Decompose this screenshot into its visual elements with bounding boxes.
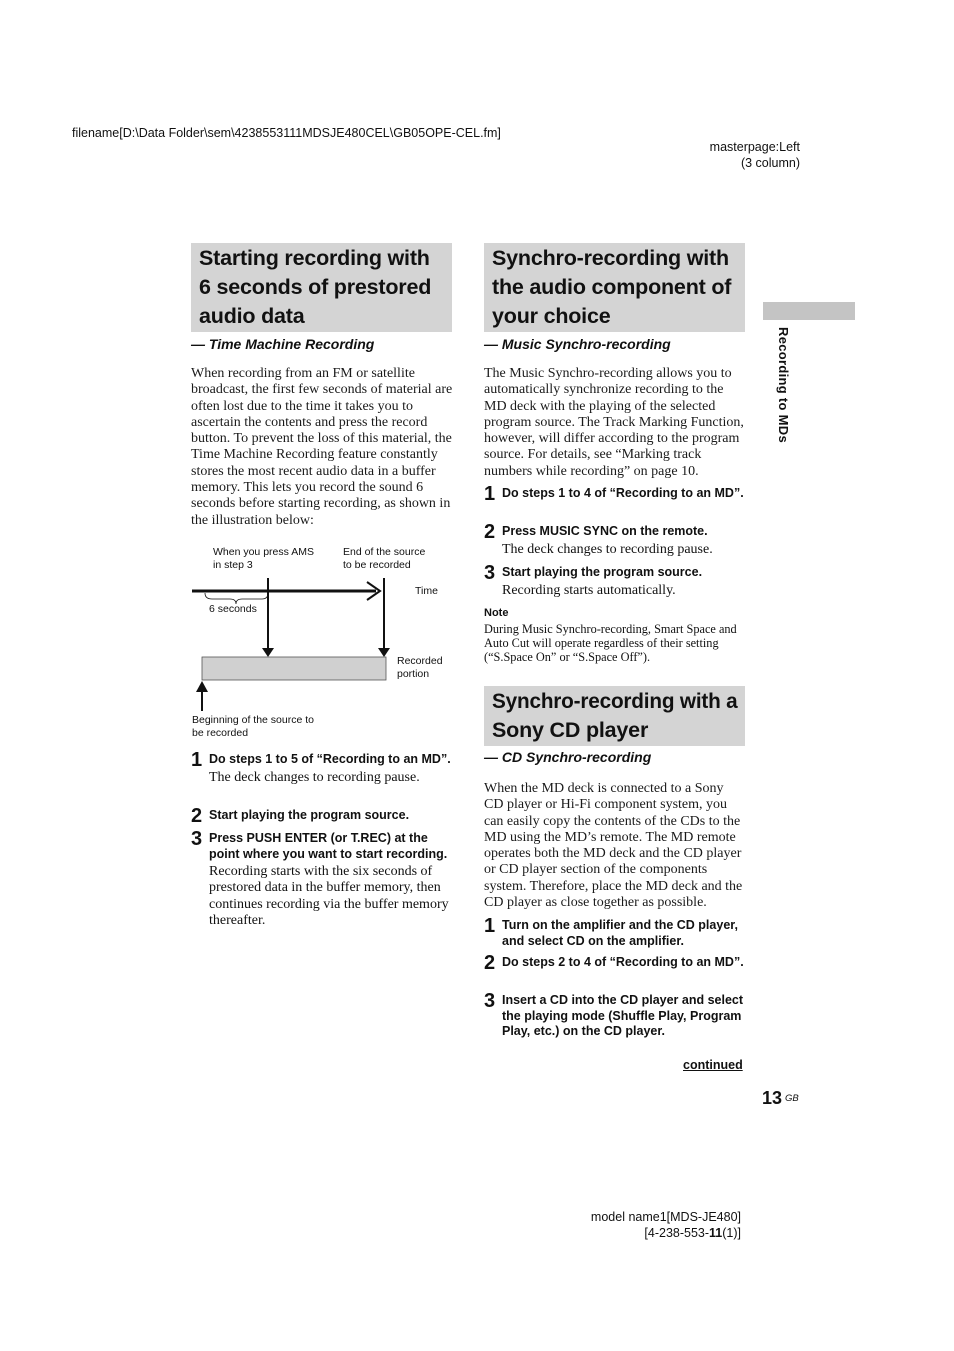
time-machine-diagram [190,540,460,740]
heading-line: your choice [492,304,611,328]
step-number: 2 [191,805,203,827]
step-number: 2 [484,521,496,543]
step-result: The deck changes to recording pause. [502,541,713,557]
masterpage-line-2: (3 column) [740,156,800,170]
label-ams-line2: in step 3 [213,559,253,571]
model-name: model name1[MDS-JE480] [590,1210,741,1224]
label-ams-line1: When you press AMS [213,546,314,558]
label-end-line1: End of the source [343,546,426,558]
step-item [191,749,455,786]
intro-paragraph-cd-synchro: When the MD deck is connected to a Sony CD player or Hi-Fi component system, you can easily copy the contents of the CDs to the MD using the MD’s remote. The MD remote operates both the MD deck and the CD player or CD player section of the components system. Therefore, place the MD deck and the CD player as close together as possible. [484,781,743,911]
model-code-part: 11 [709,1226,723,1240]
page-number-suffix: GB [785,1093,799,1104]
model-code [560,1225,741,1241]
step-instruction: Insert a CD into the CD player and select the playing mode (Shuffle Play, Program Play, etc.) on the CD player. [502,993,744,1038]
step-item [484,483,746,505]
step-instruction: Start playing the program source. [502,565,703,579]
intro-paragraph-music-synchro: The Music Synchro-recording allows you to automatically synchronize recording to the MD deck with the playing of the selected program source. The Track Marking Function, however, will differ according to the program source. For details, see “Marking track numbers while recording” on page 10. [484,366,744,479]
step-item [191,805,455,827]
recorded-portion-bar [202,657,386,680]
step-instruction: Do steps 1 to 5 of “Recording to an MD”. [209,752,451,766]
section-subtitle-time-machine: — Time Machine Recording [191,336,375,352]
ams-marker-arrowhead [262,648,274,657]
step-instruction: Press MUSIC SYNC on the remote. [502,524,708,538]
side-tab-label: Recording to MDs [776,327,791,444]
step-instruction: Do steps 2 to 4 of “Recording to an MD”. [502,955,744,969]
heading-line: Starting recording with [199,246,430,270]
step-item [484,562,746,599]
header-filename: filename[D:\Data Folder\sem\4238553111MDSJE480CEL\GB05OPE-CEL.fm] [72,126,501,140]
section-heading-time-machine [191,243,452,332]
label-begin-line2: be recorded [192,727,249,739]
heading-line: Sony CD player [492,718,649,742]
model-code-part: (1)] [722,1226,741,1240]
step-number: 3 [191,828,203,850]
step-number: 3 [484,562,496,584]
page-number: 13 [762,1088,783,1108]
section-heading-music-synchro [484,243,745,332]
label-time: Time [415,585,438,597]
intro-paragraph-time-machine: When recording from an FM or satellite broadcast, the first few seconds of material are often lost due to the time it takes you to ascertain the contents and press the record button. To prevent the loss of this material, the Time Machine Recording feature constantly stores the most recent audio data in a buffer memory. This lets you record the sound 6 seconds before starting recording, as shown in the illustration below: [191,366,453,528]
step-item [484,915,746,949]
section-heading-cd-synchro [484,686,745,746]
section-subtitle-music-synchro: — Music Synchro-recording [484,336,671,352]
end-marker-arrowhead [378,648,390,657]
step-item [484,990,746,1040]
step-instruction: Turn on the amplifier and the CD player, and select CD on the amplifier. [502,918,738,948]
label-six-seconds: 6 seconds [209,603,257,615]
step-item [484,952,746,974]
label-recorded-line1: Recorded [397,655,443,667]
label-begin-line1: Beginning of the source to [192,714,315,726]
step-instruction: Press PUSH ENTER (or T.REC) at the point where you want to start recording. [209,831,448,861]
step-number: 1 [484,483,496,505]
footer-model [560,1209,741,1241]
heading-line: 6 seconds of prestored [199,275,432,299]
step-result: The deck changes to recording pause. [209,769,420,785]
label-end-line2: to be recorded [343,559,411,571]
heading-line: audio data [199,304,305,328]
masterpage-line-1: masterpage:Left [709,140,800,154]
continued-label: continued [683,1058,743,1072]
step-result: Recording starts automatically. [502,582,676,598]
step-result: Recording starts with the six seconds of prestored data in the buffer memory, then continues recording via the buffer memory thereafter. [209,864,449,928]
step-number: 3 [484,990,496,1012]
side-tab-marker [763,302,855,320]
begin-marker-arrowhead [196,681,208,692]
heading-line: Synchro-recording with [492,246,729,270]
step-number: 2 [484,952,496,974]
step-number: 1 [191,749,203,771]
label-recorded-line2: portion [397,668,430,680]
step-item [191,828,455,929]
step-item [484,521,746,558]
step-number: 1 [484,915,496,937]
note-body: During Music Synchro-recording, Smart Space and Auto Cut will operate regardless of their setting (“S.Space On” or “S.Space Off”). [484,622,737,665]
note-title: Note [484,607,509,619]
model-code-part: [4-238-553- [644,1226,710,1240]
section-subtitle-cd-synchro: — CD Synchro-recording [484,749,652,765]
heading-line: the audio component of [492,275,732,299]
step-instruction: Start playing the program source. [209,808,410,822]
header-masterpage [640,139,800,171]
heading-line: Synchro-recording with a [492,689,738,713]
step-instruction: Do steps 1 to 4 of “Recording to an MD”. [502,486,744,500]
